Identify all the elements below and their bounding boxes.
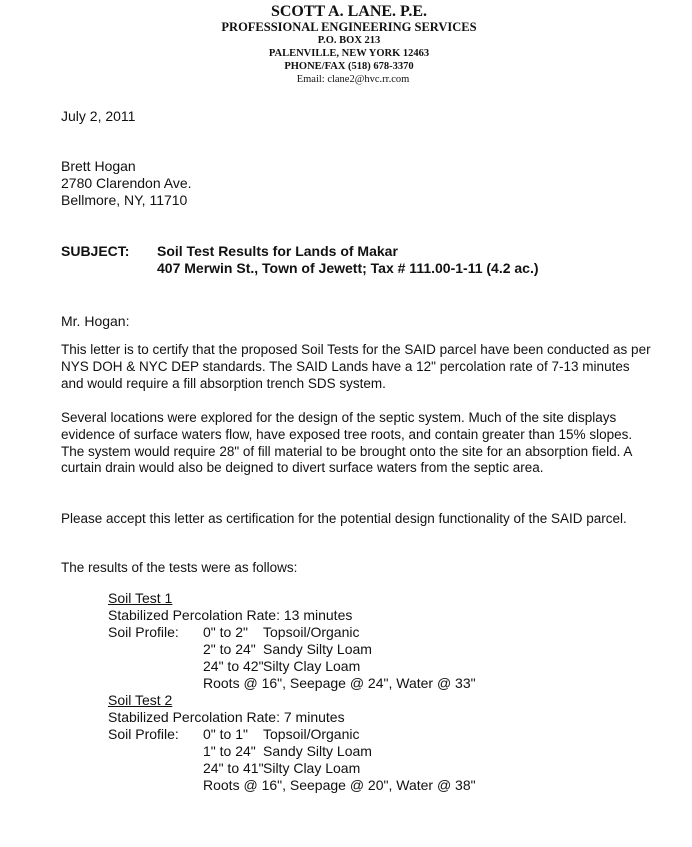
layer-soil: Topsoil/Organic — [263, 624, 360, 640]
test-notes: Roots @ 16", Seepage @ 24", Water @ 33" — [203, 675, 476, 691]
letter-date: July 2, 2011 — [61, 108, 136, 124]
layer-soil: Sandy Silty Loam — [263, 641, 372, 657]
layer-soil: Silty Clay Loam — [263, 658, 361, 674]
email: Email: clane2@hvc.rr.com — [296, 74, 410, 85]
percolation-rate: Stabilized Percolation Rate: 13 minutes — [108, 607, 353, 623]
layer-soil: Topsoil/Organic — [263, 726, 360, 742]
letterhead — [0, 3, 692, 86]
paragraph-site-description: Several locations were explored for the design of the septic system. Much of the site displays evidence of surface waters flow, have exposed tree roots, and contain greater than 15% slopes. The system would require 28" of fill material to be brought onto the site for an absorption field. A curtain drain would also be deigned to divert surface waters from the septic area. — [61, 410, 633, 476]
subject-line-2: 407 Merwin St., Town of Jewett; Tax # 111.00-1-11 (4.2 ac.) — [157, 260, 539, 276]
company-name: PROFESSIONAL ENGINEERING SERVICES — [221, 20, 477, 34]
city-line: PALENVILLE, NEW YORK 12463 — [268, 48, 430, 59]
layer-depth: 24" to 42" — [203, 658, 264, 674]
layer-depth: 2" to 24" — [203, 641, 256, 657]
po-box: P.O. BOX 213 — [317, 35, 381, 46]
layer-soil: Silty Clay Loam — [263, 760, 361, 776]
salutation: Mr. Hogan: — [61, 313, 130, 329]
soil-profile-label: Soil Profile: — [108, 624, 179, 640]
paragraph-acceptance: Please accept this letter as certification for the potential design functionality of the SAID parcel. — [61, 511, 627, 526]
percolation-rate: Stabilized Percolation Rate: 7 minutes — [108, 709, 345, 725]
layer-depth: 24" to 41" — [203, 760, 264, 776]
phone-fax: PHONE/FAX (518) 678-3370 — [284, 61, 414, 72]
engineer-name: SCOTT A. LANE. P.E. — [270, 3, 428, 20]
recipient-city: Bellmore, NY, 11710 — [61, 192, 188, 208]
subject-label: SUBJECT: — [61, 243, 130, 259]
test-title: Soil Test 2 — [108, 692, 173, 708]
recipient-address — [61, 158, 192, 209]
layer-depth: 0" to 2" — [203, 624, 248, 640]
layer-soil: Sandy Silty Loam — [263, 743, 372, 759]
subject-line-1: Soil Test Results for Lands of Makar — [157, 243, 398, 259]
paragraph-certification: This letter is to certify that the proposed Soil Tests for the SAID parcel have been conducted as per NYS DOH & NYC DEP standards. The SAID Lands have a 12" percolation rate of 7-13 minutes and would require a fill absorption trench SDS system. — [61, 342, 651, 391]
subject-text — [157, 243, 539, 277]
layer-depth: 0" to 1" — [203, 726, 248, 742]
paragraph-results-intro: The results of the tests were as follows: — [61, 560, 298, 575]
recipient-street: 2780 Clarendon Ave. — [61, 175, 192, 191]
recipient-name: Brett Hogan — [61, 158, 136, 174]
test-title: Soil Test 1 — [108, 590, 173, 606]
layer-depth: 1" to 24" — [203, 743, 256, 759]
test-notes: Roots @ 16", Seepage @ 20", Water @ 38" — [203, 777, 476, 793]
soil-profile-label: Soil Profile: — [108, 726, 179, 742]
